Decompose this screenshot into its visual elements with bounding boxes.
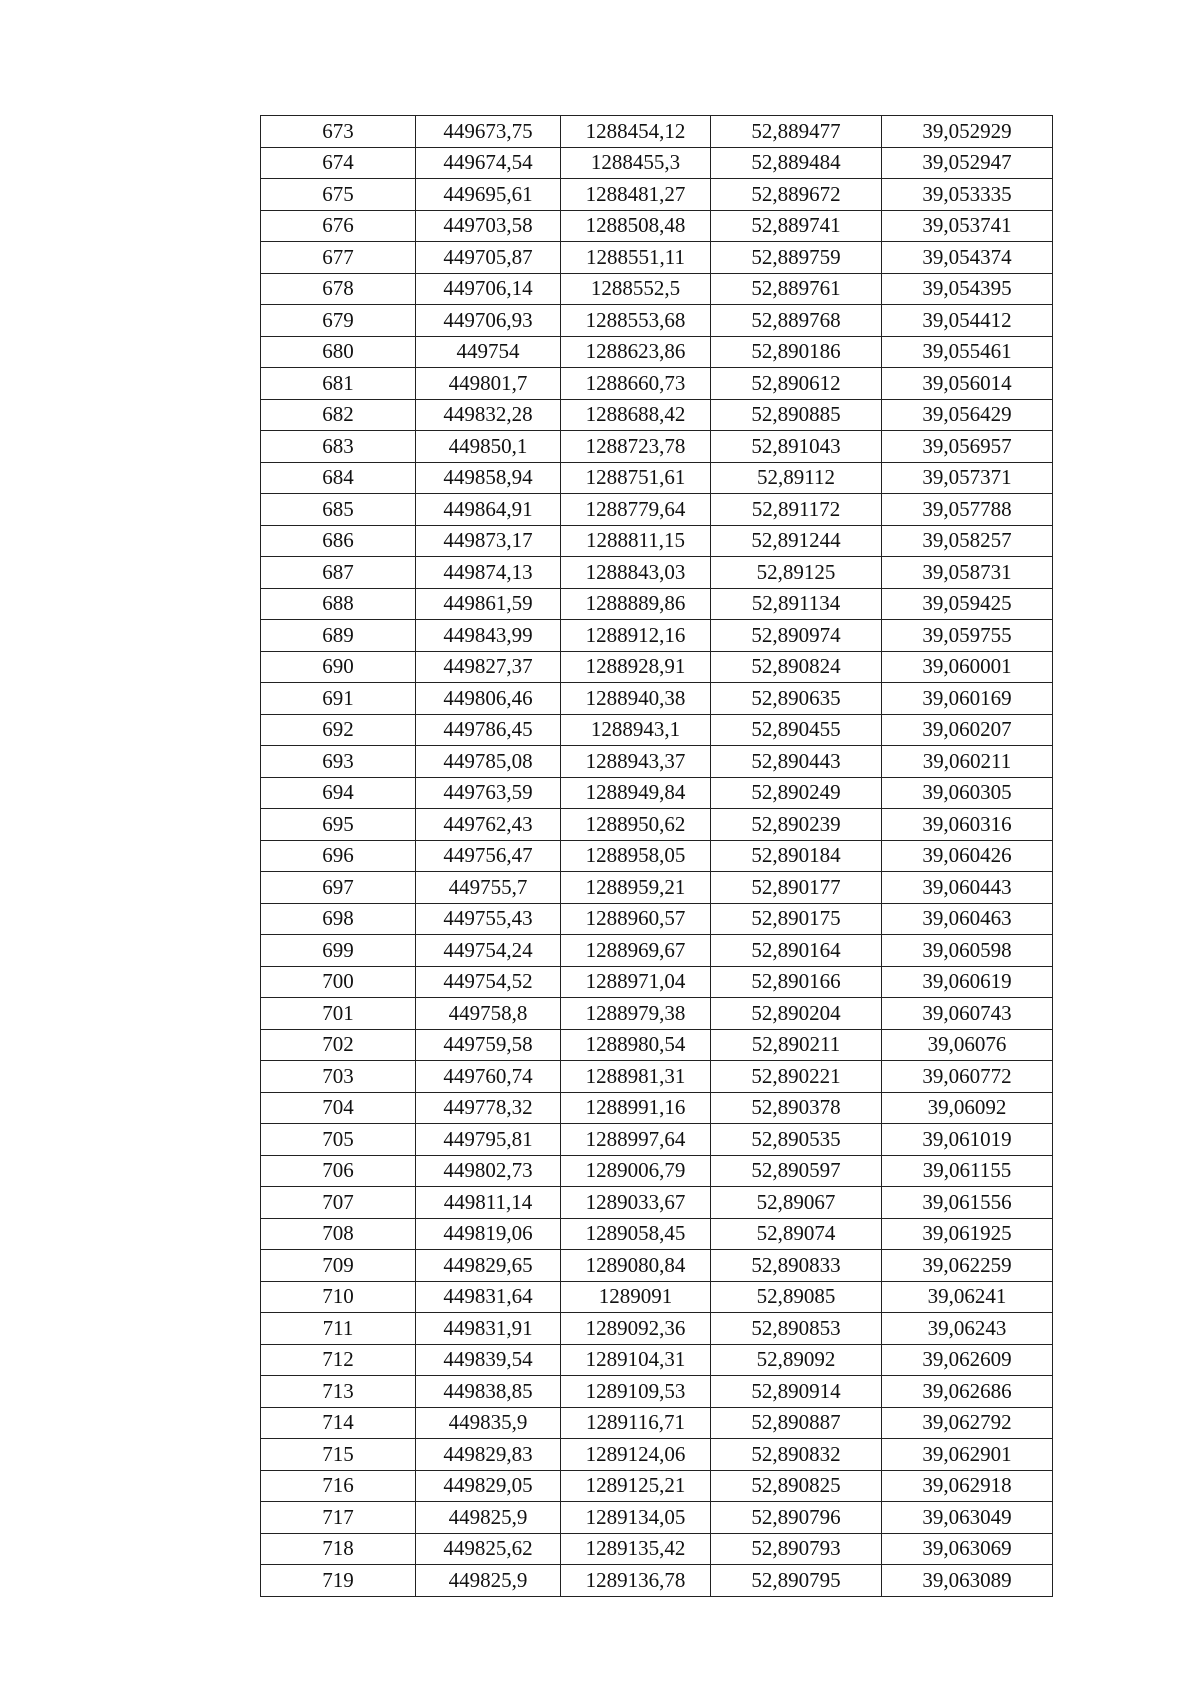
table-row	[261, 1502, 1053, 1534]
longitude-cell: 39,055461	[882, 336, 1053, 368]
longitude-cell: 39,059425	[882, 588, 1053, 620]
point-number-cell: 711	[261, 1313, 416, 1345]
latitude-cell: 52,89085	[711, 1281, 882, 1313]
x-coordinate-cell: 449756,47	[416, 840, 561, 872]
point-number-cell: 673	[261, 116, 416, 148]
table-row	[261, 1533, 1053, 1565]
x-coordinate-cell: 449825,62	[416, 1533, 561, 1565]
table-row	[261, 1092, 1053, 1124]
y-coordinate-cell: 1288959,21	[561, 872, 711, 904]
table-row	[261, 746, 1053, 778]
longitude-cell: 39,058731	[882, 557, 1053, 589]
x-coordinate-cell: 449873,17	[416, 525, 561, 557]
latitude-cell: 52,890795	[711, 1565, 882, 1597]
table-row	[261, 431, 1053, 463]
y-coordinate-cell: 1288971,04	[561, 966, 711, 998]
table-row	[261, 1344, 1053, 1376]
point-number-cell: 704	[261, 1092, 416, 1124]
y-coordinate-cell: 1288723,78	[561, 431, 711, 463]
y-coordinate-cell: 1289109,53	[561, 1376, 711, 1408]
point-number-cell: 684	[261, 462, 416, 494]
x-coordinate-cell: 449754,52	[416, 966, 561, 998]
longitude-cell: 39,060207	[882, 714, 1053, 746]
point-number-cell: 712	[261, 1344, 416, 1376]
y-coordinate-cell: 1288751,61	[561, 462, 711, 494]
latitude-cell: 52,890378	[711, 1092, 882, 1124]
latitude-cell: 52,890221	[711, 1061, 882, 1093]
x-coordinate-cell: 449705,87	[416, 242, 561, 274]
point-number-cell: 713	[261, 1376, 416, 1408]
longitude-cell: 39,062792	[882, 1407, 1053, 1439]
point-number-cell: 686	[261, 525, 416, 557]
x-coordinate-cell: 449874,13	[416, 557, 561, 589]
table-row	[261, 494, 1053, 526]
table-row	[261, 1029, 1053, 1061]
y-coordinate-cell: 1288889,86	[561, 588, 711, 620]
longitude-cell: 39,062686	[882, 1376, 1053, 1408]
latitude-cell: 52,889477	[711, 116, 882, 148]
coordinates-table	[260, 115, 1053, 1597]
y-coordinate-cell: 1289134,05	[561, 1502, 711, 1534]
point-number-cell: 708	[261, 1218, 416, 1250]
x-coordinate-cell: 449831,64	[416, 1281, 561, 1313]
point-number-cell: 698	[261, 903, 416, 935]
latitude-cell: 52,89125	[711, 557, 882, 589]
latitude-cell: 52,890204	[711, 998, 882, 1030]
latitude-cell: 52,891134	[711, 588, 882, 620]
longitude-cell: 39,060619	[882, 966, 1053, 998]
y-coordinate-cell: 1288843,03	[561, 557, 711, 589]
table-row	[261, 1313, 1053, 1345]
table-row	[261, 903, 1053, 935]
longitude-cell: 39,062259	[882, 1250, 1053, 1282]
y-coordinate-cell: 1288928,91	[561, 651, 711, 683]
latitude-cell: 52,890612	[711, 368, 882, 400]
latitude-cell: 52,891244	[711, 525, 882, 557]
x-coordinate-cell: 449861,59	[416, 588, 561, 620]
point-number-cell: 688	[261, 588, 416, 620]
x-coordinate-cell: 449778,32	[416, 1092, 561, 1124]
y-coordinate-cell: 1288553,68	[561, 305, 711, 337]
longitude-cell: 39,062901	[882, 1439, 1053, 1471]
latitude-cell: 52,889768	[711, 305, 882, 337]
x-coordinate-cell: 449759,58	[416, 1029, 561, 1061]
y-coordinate-cell: 1288981,31	[561, 1061, 711, 1093]
longitude-cell: 39,060305	[882, 777, 1053, 809]
y-coordinate-cell: 1288660,73	[561, 368, 711, 400]
latitude-cell: 52,889741	[711, 210, 882, 242]
x-coordinate-cell: 449839,54	[416, 1344, 561, 1376]
longitude-cell: 39,060001	[882, 651, 1053, 683]
table-row	[261, 840, 1053, 872]
x-coordinate-cell: 449864,91	[416, 494, 561, 526]
latitude-cell: 52,890177	[711, 872, 882, 904]
x-coordinate-cell: 449850,1	[416, 431, 561, 463]
longitude-cell: 39,060743	[882, 998, 1053, 1030]
x-coordinate-cell: 449825,9	[416, 1565, 561, 1597]
longitude-cell: 39,056957	[882, 431, 1053, 463]
latitude-cell: 52,890825	[711, 1470, 882, 1502]
point-number-cell: 674	[261, 147, 416, 179]
y-coordinate-cell: 1289125,21	[561, 1470, 711, 1502]
x-coordinate-cell: 449829,65	[416, 1250, 561, 1282]
point-number-cell: 693	[261, 746, 416, 778]
x-coordinate-cell: 449755,43	[416, 903, 561, 935]
y-coordinate-cell: 1289033,67	[561, 1187, 711, 1219]
point-number-cell: 703	[261, 1061, 416, 1093]
y-coordinate-cell: 1289006,79	[561, 1155, 711, 1187]
longitude-cell: 39,06241	[882, 1281, 1053, 1313]
point-number-cell: 694	[261, 777, 416, 809]
y-coordinate-cell: 1288481,27	[561, 179, 711, 211]
table-row	[261, 872, 1053, 904]
table-row	[261, 1407, 1053, 1439]
y-coordinate-cell: 1288980,54	[561, 1029, 711, 1061]
table-row	[261, 683, 1053, 715]
latitude-cell: 52,890535	[711, 1124, 882, 1156]
longitude-cell: 39,060598	[882, 935, 1053, 967]
longitude-cell: 39,054412	[882, 305, 1053, 337]
y-coordinate-cell: 1288779,64	[561, 494, 711, 526]
table-row	[261, 809, 1053, 841]
latitude-cell: 52,890211	[711, 1029, 882, 1061]
longitude-cell: 39,063069	[882, 1533, 1053, 1565]
table-row	[261, 935, 1053, 967]
longitude-cell: 39,061556	[882, 1187, 1053, 1219]
table-row	[261, 273, 1053, 305]
table-row	[261, 399, 1053, 431]
point-number-cell: 687	[261, 557, 416, 589]
table-row	[261, 525, 1053, 557]
x-coordinate-cell: 449786,45	[416, 714, 561, 746]
longitude-cell: 39,060169	[882, 683, 1053, 715]
longitude-cell: 39,057788	[882, 494, 1053, 526]
y-coordinate-cell: 1289104,31	[561, 1344, 711, 1376]
y-coordinate-cell: 1288455,3	[561, 147, 711, 179]
point-number-cell: 706	[261, 1155, 416, 1187]
y-coordinate-cell: 1289136,78	[561, 1565, 711, 1597]
table-row	[261, 368, 1053, 400]
latitude-cell: 52,890186	[711, 336, 882, 368]
point-number-cell: 699	[261, 935, 416, 967]
longitude-cell: 39,06092	[882, 1092, 1053, 1124]
point-number-cell: 695	[261, 809, 416, 841]
longitude-cell: 39,06076	[882, 1029, 1053, 1061]
y-coordinate-cell: 1289124,06	[561, 1439, 711, 1471]
x-coordinate-cell: 449706,93	[416, 305, 561, 337]
longitude-cell: 39,056014	[882, 368, 1053, 400]
table-row	[261, 1124, 1053, 1156]
point-number-cell: 714	[261, 1407, 416, 1439]
latitude-cell: 52,890455	[711, 714, 882, 746]
y-coordinate-cell: 1289058,45	[561, 1218, 711, 1250]
latitude-cell: 52,889484	[711, 147, 882, 179]
table-row	[261, 588, 1053, 620]
table-row	[261, 242, 1053, 274]
longitude-cell: 39,053335	[882, 179, 1053, 211]
x-coordinate-cell: 449763,59	[416, 777, 561, 809]
x-coordinate-cell: 449835,9	[416, 1407, 561, 1439]
latitude-cell: 52,889759	[711, 242, 882, 274]
x-coordinate-cell: 449825,9	[416, 1502, 561, 1534]
latitude-cell: 52,890635	[711, 683, 882, 715]
longitude-cell: 39,054374	[882, 242, 1053, 274]
table-row	[261, 777, 1053, 809]
table-row	[261, 116, 1053, 148]
latitude-cell: 52,890914	[711, 1376, 882, 1408]
table-row	[261, 210, 1053, 242]
longitude-cell: 39,061019	[882, 1124, 1053, 1156]
table-row	[261, 336, 1053, 368]
point-number-cell: 705	[261, 1124, 416, 1156]
point-number-cell: 701	[261, 998, 416, 1030]
table-row	[261, 147, 1053, 179]
longitude-cell: 39,062918	[882, 1470, 1053, 1502]
x-coordinate-cell: 449762,43	[416, 809, 561, 841]
table-row	[261, 966, 1053, 998]
point-number-cell: 718	[261, 1533, 416, 1565]
point-number-cell: 689	[261, 620, 416, 652]
longitude-cell: 39,062609	[882, 1344, 1053, 1376]
x-coordinate-cell: 449811,14	[416, 1187, 561, 1219]
point-number-cell: 683	[261, 431, 416, 463]
y-coordinate-cell: 1288912,16	[561, 620, 711, 652]
point-number-cell: 697	[261, 872, 416, 904]
longitude-cell: 39,052929	[882, 116, 1053, 148]
latitude-cell: 52,890443	[711, 746, 882, 778]
table-row	[261, 1376, 1053, 1408]
latitude-cell: 52,890175	[711, 903, 882, 935]
x-coordinate-cell: 449829,83	[416, 1439, 561, 1471]
y-coordinate-cell: 1288943,1	[561, 714, 711, 746]
latitude-cell: 52,890853	[711, 1313, 882, 1345]
y-coordinate-cell: 1288454,12	[561, 116, 711, 148]
longitude-cell: 39,059755	[882, 620, 1053, 652]
y-coordinate-cell: 1289080,84	[561, 1250, 711, 1282]
y-coordinate-cell: 1288960,57	[561, 903, 711, 935]
latitude-cell: 52,889761	[711, 273, 882, 305]
point-number-cell: 685	[261, 494, 416, 526]
longitude-cell: 39,063089	[882, 1565, 1053, 1597]
latitude-cell: 52,891043	[711, 431, 882, 463]
y-coordinate-cell: 1288940,38	[561, 683, 711, 715]
latitude-cell: 52,890597	[711, 1155, 882, 1187]
longitude-cell: 39,058257	[882, 525, 1053, 557]
latitude-cell: 52,89112	[711, 462, 882, 494]
x-coordinate-cell: 449831,91	[416, 1313, 561, 1345]
x-coordinate-cell: 449673,75	[416, 116, 561, 148]
x-coordinate-cell: 449754,24	[416, 935, 561, 967]
y-coordinate-cell: 1288997,64	[561, 1124, 711, 1156]
x-coordinate-cell: 449801,7	[416, 368, 561, 400]
x-coordinate-cell: 449754	[416, 336, 561, 368]
longitude-cell: 39,060772	[882, 1061, 1053, 1093]
y-coordinate-cell: 1288950,62	[561, 809, 711, 841]
table-row	[261, 1470, 1053, 1502]
longitude-cell: 39,060211	[882, 746, 1053, 778]
table-row	[261, 1281, 1053, 1313]
point-number-cell: 719	[261, 1565, 416, 1597]
point-number-cell: 675	[261, 179, 416, 211]
point-number-cell: 690	[261, 651, 416, 683]
point-number-cell: 716	[261, 1470, 416, 1502]
y-coordinate-cell: 1288688,42	[561, 399, 711, 431]
latitude-cell: 52,89092	[711, 1344, 882, 1376]
table-row	[261, 557, 1053, 589]
coordinates-table-body	[261, 116, 1053, 1597]
longitude-cell: 39,056429	[882, 399, 1053, 431]
table-row	[261, 714, 1053, 746]
longitude-cell: 39,057371	[882, 462, 1053, 494]
latitude-cell: 52,890249	[711, 777, 882, 809]
y-coordinate-cell: 1288991,16	[561, 1092, 711, 1124]
y-coordinate-cell: 1289091	[561, 1281, 711, 1313]
x-coordinate-cell: 449695,61	[416, 179, 561, 211]
longitude-cell: 39,060463	[882, 903, 1053, 935]
table-row	[261, 620, 1053, 652]
x-coordinate-cell: 449785,08	[416, 746, 561, 778]
longitude-cell: 39,060443	[882, 872, 1053, 904]
latitude-cell: 52,890166	[711, 966, 882, 998]
x-coordinate-cell: 449843,99	[416, 620, 561, 652]
y-coordinate-cell: 1288811,15	[561, 525, 711, 557]
y-coordinate-cell: 1288552,5	[561, 273, 711, 305]
x-coordinate-cell: 449827,37	[416, 651, 561, 683]
y-coordinate-cell: 1289092,36	[561, 1313, 711, 1345]
table-row	[261, 1250, 1053, 1282]
point-number-cell: 702	[261, 1029, 416, 1061]
longitude-cell: 39,054395	[882, 273, 1053, 305]
y-coordinate-cell: 1288508,48	[561, 210, 711, 242]
latitude-cell: 52,890885	[711, 399, 882, 431]
latitude-cell: 52,890824	[711, 651, 882, 683]
point-number-cell: 707	[261, 1187, 416, 1219]
x-coordinate-cell: 449755,7	[416, 872, 561, 904]
latitude-cell: 52,889672	[711, 179, 882, 211]
y-coordinate-cell: 1289135,42	[561, 1533, 711, 1565]
latitude-cell: 52,890833	[711, 1250, 882, 1282]
table-row	[261, 462, 1053, 494]
point-number-cell: 680	[261, 336, 416, 368]
x-coordinate-cell: 449838,85	[416, 1376, 561, 1408]
point-number-cell: 717	[261, 1502, 416, 1534]
longitude-cell: 39,063049	[882, 1502, 1053, 1534]
x-coordinate-cell: 449703,58	[416, 210, 561, 242]
latitude-cell: 52,890796	[711, 1502, 882, 1534]
x-coordinate-cell: 449758,8	[416, 998, 561, 1030]
x-coordinate-cell: 449806,46	[416, 683, 561, 715]
point-number-cell: 715	[261, 1439, 416, 1471]
latitude-cell: 52,890974	[711, 620, 882, 652]
point-number-cell: 681	[261, 368, 416, 400]
x-coordinate-cell: 449760,74	[416, 1061, 561, 1093]
table-row	[261, 651, 1053, 683]
y-coordinate-cell: 1288551,11	[561, 242, 711, 274]
latitude-cell: 52,891172	[711, 494, 882, 526]
latitude-cell: 52,890887	[711, 1407, 882, 1439]
y-coordinate-cell: 1288623,86	[561, 336, 711, 368]
y-coordinate-cell: 1288979,38	[561, 998, 711, 1030]
table-row	[261, 1565, 1053, 1597]
point-number-cell: 676	[261, 210, 416, 242]
table-row	[261, 305, 1053, 337]
x-coordinate-cell: 449829,05	[416, 1470, 561, 1502]
table-row	[261, 1218, 1053, 1250]
latitude-cell: 52,890164	[711, 935, 882, 967]
latitude-cell: 52,89067	[711, 1187, 882, 1219]
x-coordinate-cell: 449802,73	[416, 1155, 561, 1187]
point-number-cell: 682	[261, 399, 416, 431]
x-coordinate-cell: 449819,06	[416, 1218, 561, 1250]
longitude-cell: 39,060426	[882, 840, 1053, 872]
longitude-cell: 39,052947	[882, 147, 1053, 179]
latitude-cell: 52,890239	[711, 809, 882, 841]
point-number-cell: 696	[261, 840, 416, 872]
x-coordinate-cell: 449706,14	[416, 273, 561, 305]
table-row	[261, 1439, 1053, 1471]
y-coordinate-cell: 1288943,37	[561, 746, 711, 778]
longitude-cell: 39,06243	[882, 1313, 1053, 1345]
x-coordinate-cell: 449858,94	[416, 462, 561, 494]
y-coordinate-cell: 1288969,67	[561, 935, 711, 967]
x-coordinate-cell: 449674,54	[416, 147, 561, 179]
table-row	[261, 998, 1053, 1030]
y-coordinate-cell: 1289116,71	[561, 1407, 711, 1439]
point-number-cell: 678	[261, 273, 416, 305]
point-number-cell: 691	[261, 683, 416, 715]
latitude-cell: 52,890832	[711, 1439, 882, 1471]
x-coordinate-cell: 449832,28	[416, 399, 561, 431]
point-number-cell: 679	[261, 305, 416, 337]
x-coordinate-cell: 449795,81	[416, 1124, 561, 1156]
longitude-cell: 39,060316	[882, 809, 1053, 841]
longitude-cell: 39,061925	[882, 1218, 1053, 1250]
longitude-cell: 39,053741	[882, 210, 1053, 242]
point-number-cell: 692	[261, 714, 416, 746]
table-row	[261, 1187, 1053, 1219]
y-coordinate-cell: 1288958,05	[561, 840, 711, 872]
point-number-cell: 700	[261, 966, 416, 998]
latitude-cell: 52,890184	[711, 840, 882, 872]
point-number-cell: 677	[261, 242, 416, 274]
longitude-cell: 39,061155	[882, 1155, 1053, 1187]
latitude-cell: 52,890793	[711, 1533, 882, 1565]
table-row	[261, 179, 1053, 211]
point-number-cell: 709	[261, 1250, 416, 1282]
table-row	[261, 1155, 1053, 1187]
table-row	[261, 1061, 1053, 1093]
point-number-cell: 710	[261, 1281, 416, 1313]
latitude-cell: 52,89074	[711, 1218, 882, 1250]
y-coordinate-cell: 1288949,84	[561, 777, 711, 809]
